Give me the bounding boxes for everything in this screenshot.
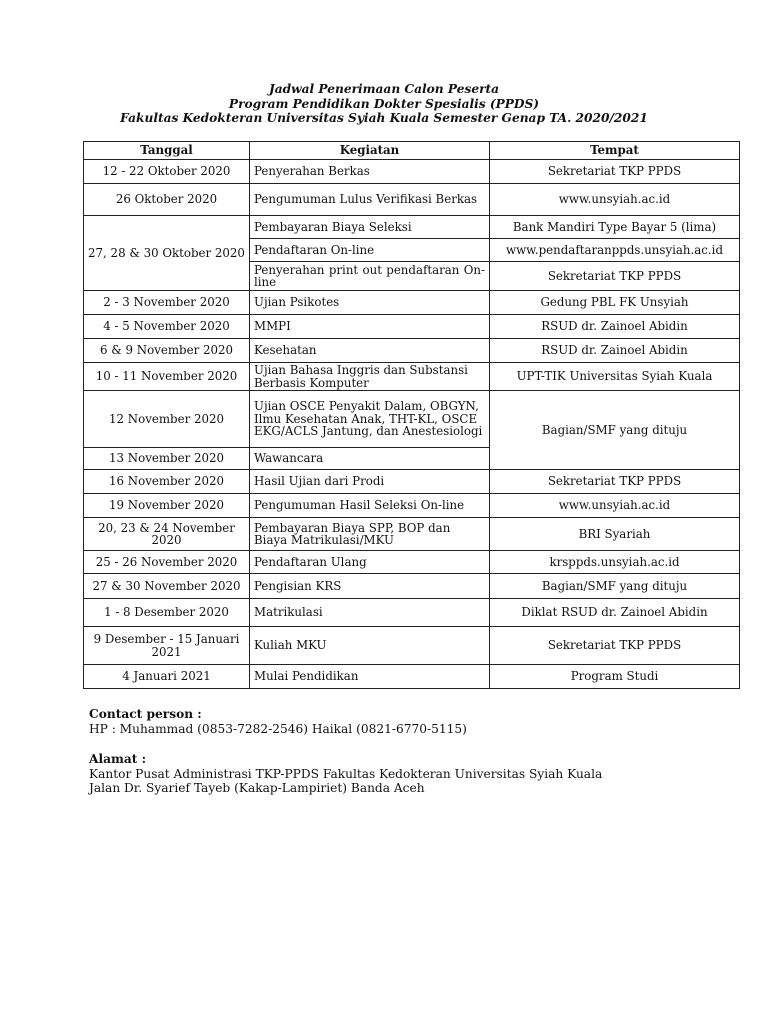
cell-tempat: BRI Syariah	[490, 518, 740, 551]
cell-kegiatan: Ujian Bahasa Inggris dan Substansi Berbasis Komputer	[250, 363, 490, 391]
address-line-2: Jalan Dr. Syarief Tayeb (Kakap-Lampiriet) Banda Aceh	[89, 781, 425, 795]
cell-tanggal: 6 & 9 November 2020	[84, 339, 250, 363]
cell-kegiatan: Ujian OSCE Penyakit Dalam, OBGYN, Ilmu Kesehatan Anak, THT-KL, OSCE EKG/ACLS Jantung, dan Anestesiologi	[250, 391, 490, 448]
cell-tempat: www.pendaftaranppds.unsyiah.ac.id	[490, 239, 740, 262]
table-row	[84, 160, 740, 184]
table-row	[84, 665, 740, 689]
title-line-3: Fakultas Kedokteran Universitas Syiah Kuala Semester Genap TA. 2020/2021	[120, 111, 648, 125]
title-line-1: Jadwal Penerimaan Calon Peserta	[268, 82, 500, 96]
cell-tanggal: 12 - 22 Oktober 2020	[84, 160, 250, 184]
cell-tempat: Sekretariat TKP PPDS	[490, 262, 740, 291]
contact-heading: Contact person :	[89, 707, 202, 721]
cell-tempat: Bagian/SMF yang dituju	[490, 574, 740, 599]
cell-tanggal: 10 - 11 November 2020	[84, 363, 250, 391]
cell-tanggal: 9 Desember - 15 Januari 2021	[84, 627, 250, 665]
cell-tempat: RSUD dr. Zainoel Abidin	[490, 339, 740, 363]
cell-tempat: Diklat RSUD dr. Zainoel Abidin	[490, 599, 740, 627]
header-tanggal: Tanggal	[84, 142, 250, 160]
cell-tanggal: 27 & 30 November 2020	[84, 574, 250, 599]
cell-tempat: Program Studi	[490, 665, 740, 689]
schedule-table	[83, 141, 740, 689]
cell-tanggal: 20, 23 & 24 November 2020	[84, 518, 250, 551]
table-row	[84, 315, 740, 339]
cell-tanggal: 27, 28 & 30 Oktober 2020	[84, 216, 250, 291]
table-row	[84, 599, 740, 627]
contact-phone: HP : Muhammad (0853-7282-2546) Haikal (0821-6770-5115)	[89, 721, 467, 736]
address-line-1: Kantor Pusat Administrasi TKP-PPDS Fakultas Kedokteran Universitas Syiah Kuala	[89, 766, 603, 781]
table-row	[84, 627, 740, 665]
cell-kegiatan: Mulai Pendidikan	[250, 665, 490, 689]
cell-tanggal: 4 Januari 2021	[84, 665, 250, 689]
table-row	[84, 291, 740, 315]
table-row	[84, 363, 740, 391]
cell-tempat: RSUD dr. Zainoel Abidin	[490, 315, 740, 339]
cell-tempat: Bank Mandiri Type Bayar 5 (lima)	[490, 216, 740, 239]
cell-tempat: Gedung PBL FK Unsyiah	[490, 291, 740, 315]
contact-section	[89, 707, 602, 796]
table-row	[84, 184, 740, 216]
table-row	[84, 216, 740, 239]
cell-kegiatan: Hasil Ujian dari Prodi	[250, 470, 490, 494]
cell-kegiatan: Pengisian KRS	[250, 574, 490, 599]
cell-tempat: UPT-TIK Universitas Syiah Kuala	[490, 363, 740, 391]
cell-tanggal: 12 November 2020	[84, 391, 250, 448]
cell-tanggal: 19 November 2020	[84, 494, 250, 518]
cell-tempat: Sekretariat TKP PPDS	[490, 160, 740, 184]
cell-kegiatan: Kuliah MKU	[250, 627, 490, 665]
cell-kegiatan: Matrikulasi	[250, 599, 490, 627]
table-row	[84, 494, 740, 518]
cell-kegiatan: Kesehatan	[250, 339, 490, 363]
table-row	[84, 391, 740, 448]
cell-kegiatan: MMPI	[250, 315, 490, 339]
cell-tempat: Sekretariat TKP PPDS	[490, 470, 740, 494]
header-tempat: Tempat	[490, 142, 740, 160]
cell-tanggal: 4 - 5 November 2020	[84, 315, 250, 339]
cell-tanggal: 13 November 2020	[84, 448, 250, 470]
cell-kegiatan: Pendaftaran On-line	[250, 239, 490, 262]
cell-tempat: Sekretariat TKP PPDS	[490, 627, 740, 665]
cell-tanggal: 16 November 2020	[84, 470, 250, 494]
table-header-row	[84, 142, 740, 160]
cell-tanggal: 2 - 3 November 2020	[84, 291, 250, 315]
address-heading: Alamat :	[89, 752, 147, 766]
cell-tanggal: 25 - 26 November 2020	[84, 551, 250, 574]
cell-kegiatan: Pengumuman Hasil Seleksi On-line	[250, 494, 490, 518]
table-row	[84, 518, 740, 551]
cell-tempat: Bagian/SMF yang dituju	[490, 391, 740, 470]
title-line-2: Program Pendidikan Dokter Spesialis (PPDS)	[228, 96, 540, 111]
cell-kegiatan: Ujian Psikotes	[250, 291, 490, 315]
table-row	[84, 470, 740, 494]
cell-kegiatan: Pembayaran Biaya SPP, BOP dan Biaya Matrikulasi/MKU	[250, 518, 490, 551]
cell-kegiatan: Pengumuman Lulus Verifikasi Berkas	[250, 184, 490, 216]
cell-tempat: krsppds.unsyiah.ac.id	[490, 551, 740, 574]
cell-kegiatan: Penyerahan print out pendaftaran On-line	[250, 262, 490, 291]
cell-tempat: www.unsyiah.ac.id	[490, 184, 740, 216]
header-kegiatan: Kegiatan	[250, 142, 490, 160]
cell-tanggal: 26 Oktober 2020	[84, 184, 250, 216]
table-row	[84, 551, 740, 574]
cell-kegiatan: Pembayaran Biaya Seleksi	[250, 216, 490, 239]
cell-kegiatan: Pendaftaran Ulang	[250, 551, 490, 574]
cell-tanggal: 1 - 8 Desember 2020	[84, 599, 250, 627]
table-row	[84, 339, 740, 363]
table-row	[84, 574, 740, 599]
cell-tempat: www.unsyiah.ac.id	[490, 494, 740, 518]
cell-kegiatan: Penyerahan Berkas	[250, 160, 490, 184]
document-title	[0, 82, 768, 126]
cell-kegiatan: Wawancara	[250, 448, 490, 470]
